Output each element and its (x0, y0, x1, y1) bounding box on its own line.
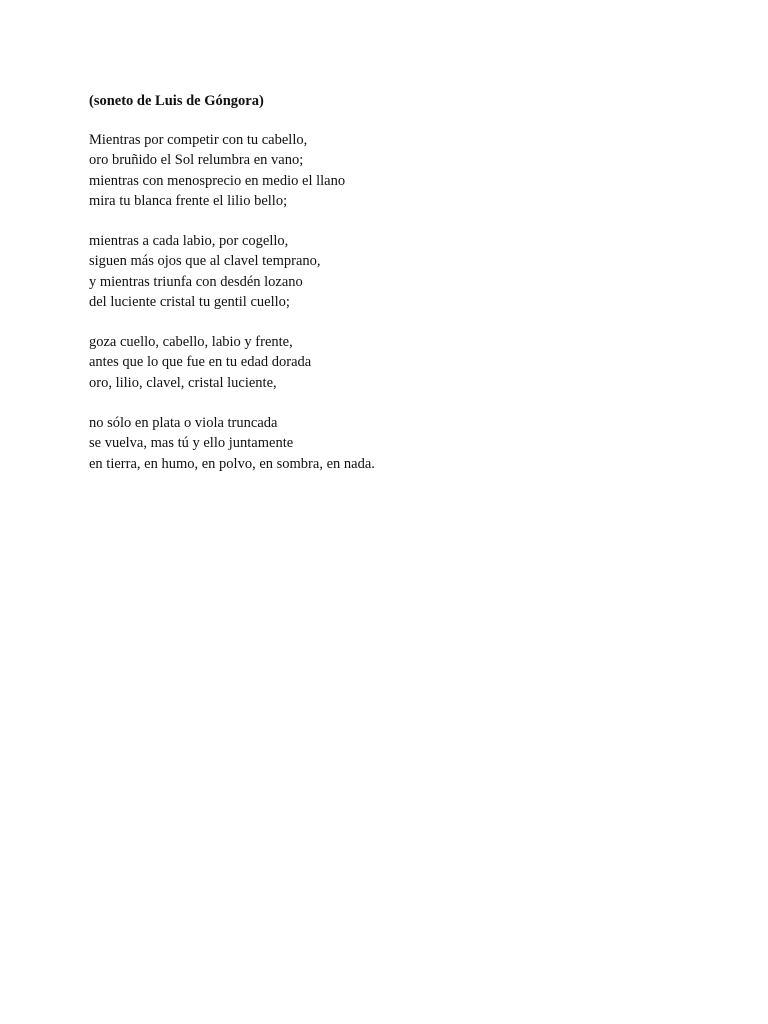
poem-line: mira tu blanca frente el lilio bello; (89, 192, 288, 209)
poem-line: oro, lilio, clavel, cristal luciente, (89, 374, 277, 391)
poem-line: antes que lo que fue en tu edad dorada (89, 354, 312, 371)
poem-line: oro bruñido el Sol relumbra en vano; (89, 152, 304, 169)
poem-line: no sólo en plata o viola truncada (89, 415, 278, 431)
stanza-2 (89, 231, 321, 312)
poem-line: Mientras por competir con tu cabello, (89, 132, 308, 148)
poem-line: del luciente cristal tu gentil cuello; (89, 293, 290, 310)
poem-line: mientras a cada labio, por cogello, (89, 233, 289, 249)
poem-line: siguen más ojos que al clavel temprano, (89, 253, 321, 270)
poem-line: goza cuello, cabello, labio y frente, (89, 334, 293, 350)
stanza-4 (89, 413, 375, 474)
stanza-1 (89, 130, 345, 211)
stanza-3 (89, 332, 311, 393)
poem-line: mientras con menosprecio en medio el llano (89, 172, 346, 189)
poem-title: (soneto de Luis de Góngora) (89, 93, 264, 109)
poem-line: se vuelva, mas tú y ello juntamente (89, 435, 294, 452)
poem-line: y mientras triunfa con desdén lozano (89, 273, 303, 290)
poem-line: en tierra, en humo, en polvo, en sombra, en nada. (89, 455, 375, 472)
